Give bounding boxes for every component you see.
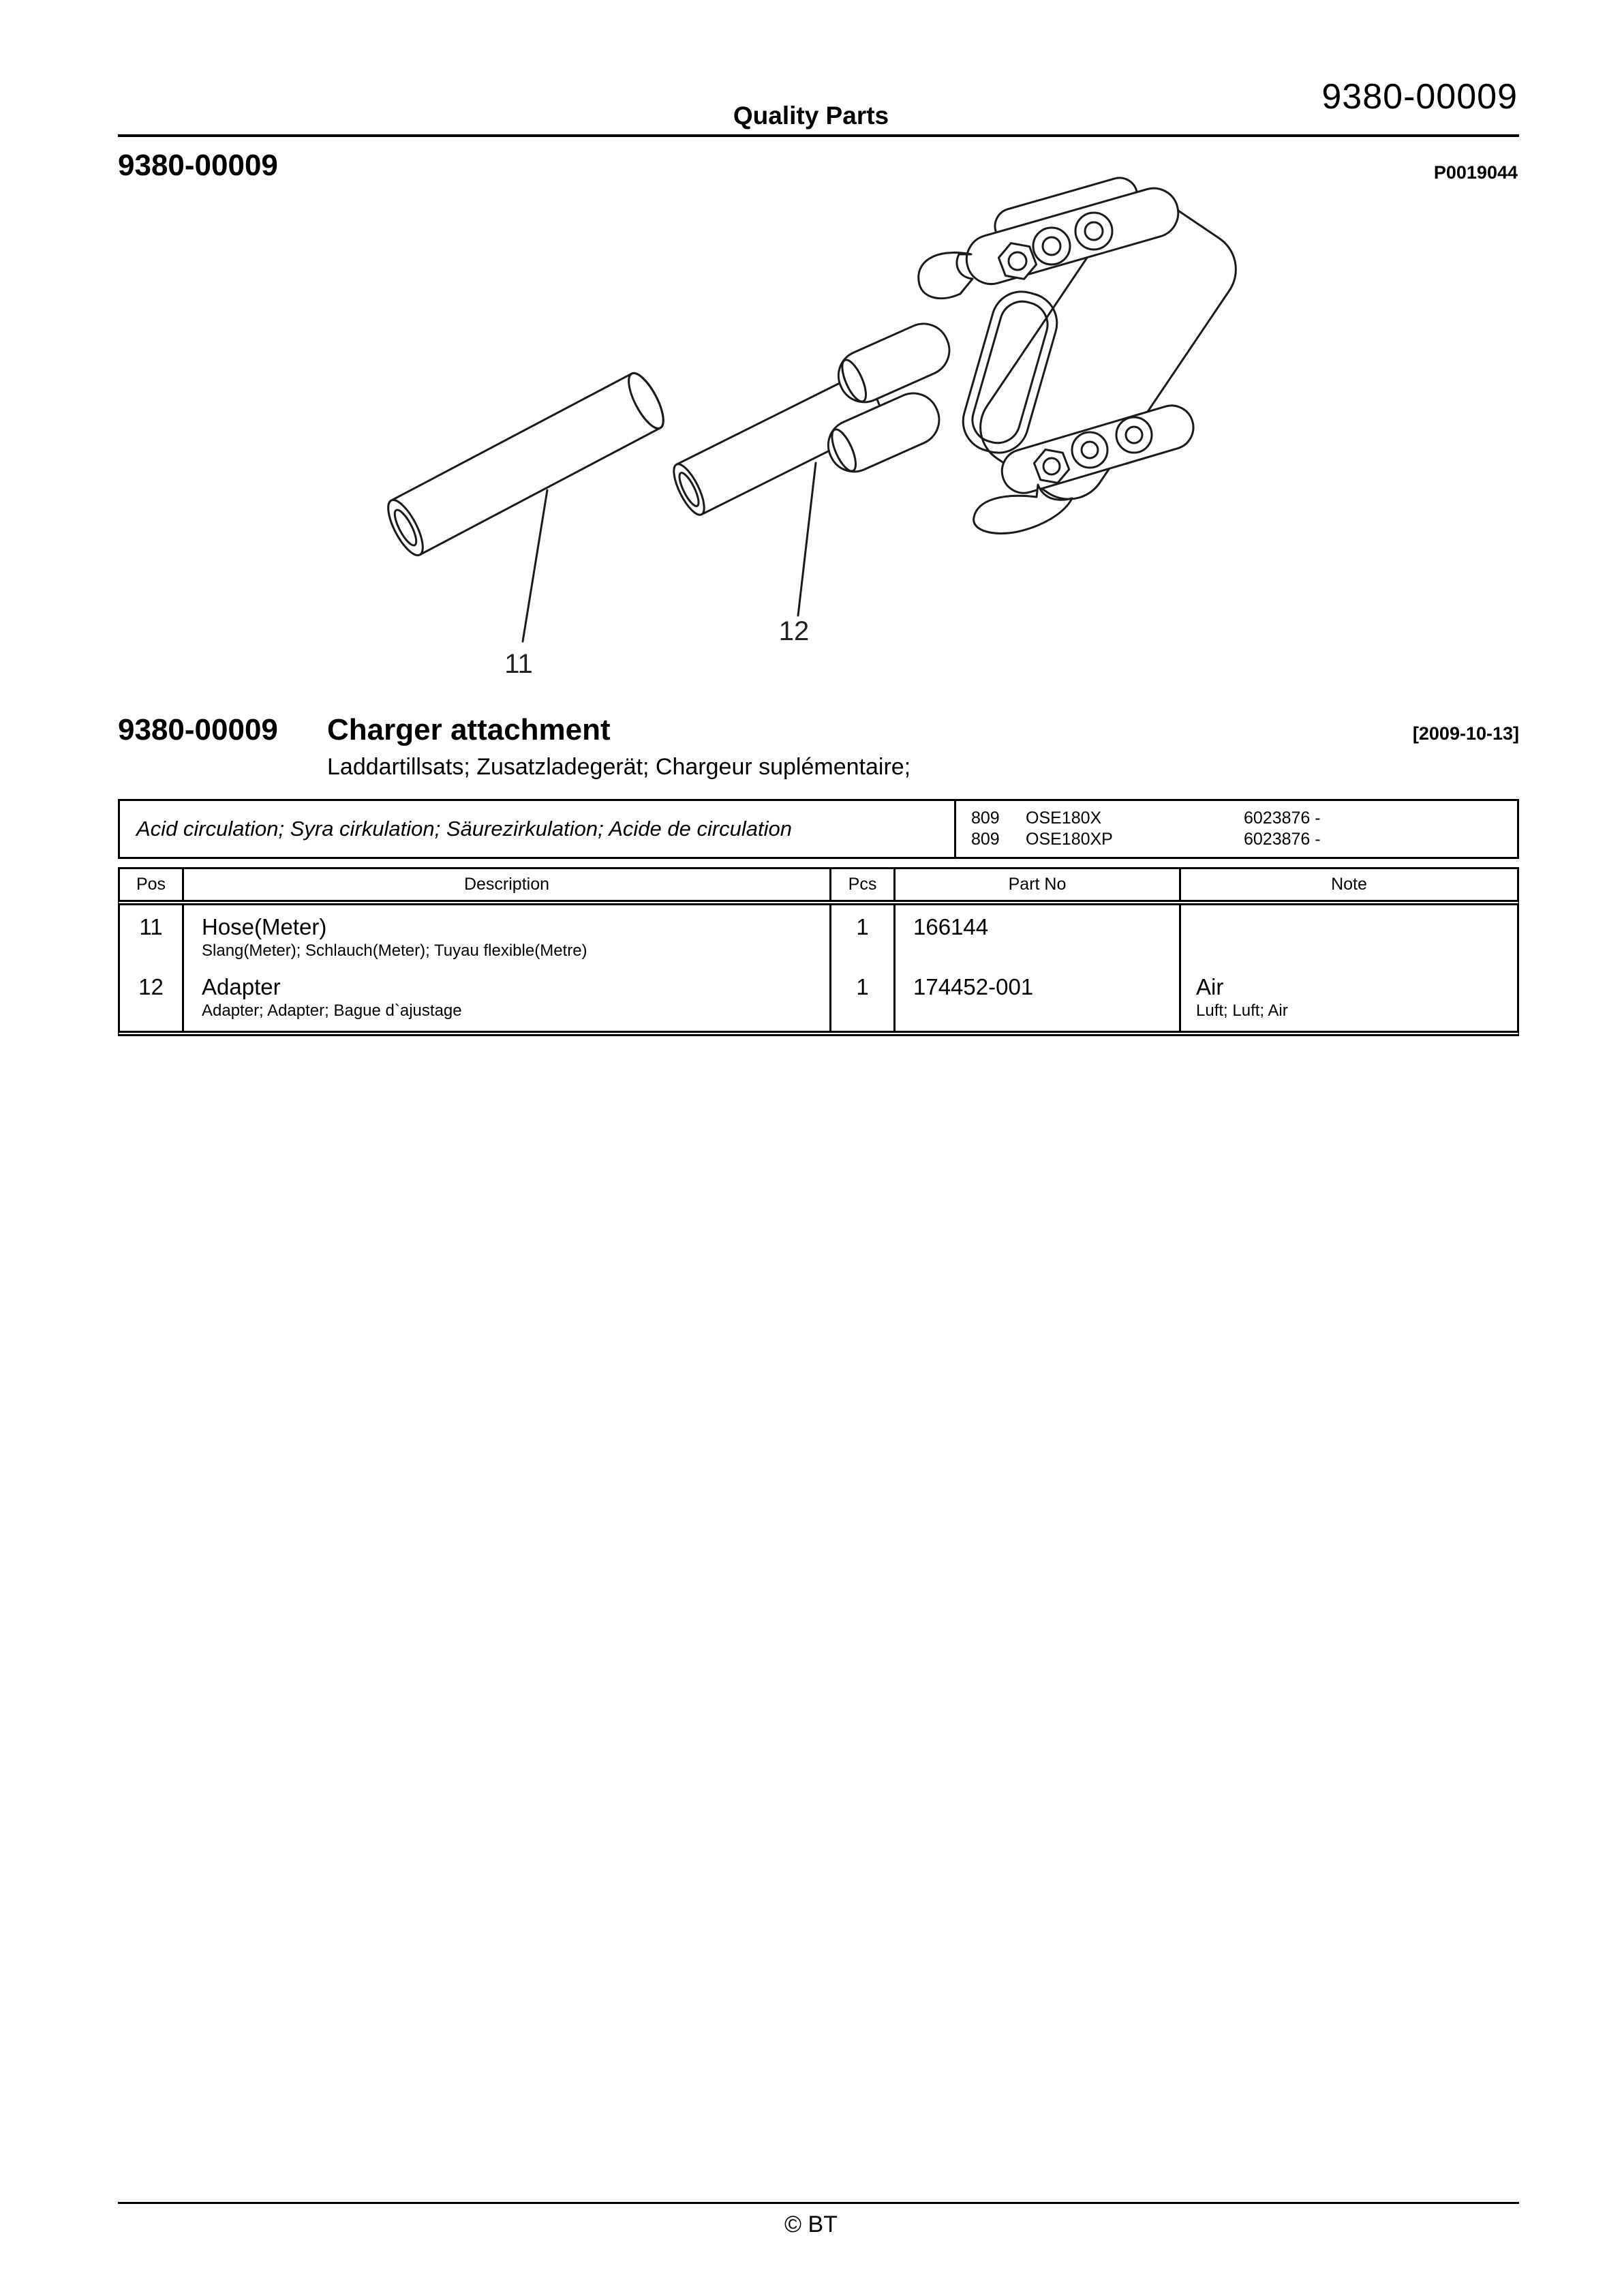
- row-note-cell: [1181, 905, 1517, 965]
- header-rule: [118, 134, 1519, 137]
- row-note-cell: [1181, 965, 1517, 1031]
- bottom-bolt-hole-2: [1116, 417, 1152, 453]
- figure-label-11: 11: [504, 649, 533, 679]
- model-serial: 6023876 -: [1244, 809, 1321, 828]
- model-code: 809: [971, 809, 1000, 828]
- col-header-pos: Pos: [120, 869, 184, 900]
- table-body: [118, 905, 1519, 1036]
- footer-rule: [118, 2202, 1519, 2204]
- section-title: Charger attachment: [327, 713, 611, 746]
- row-part-no: 166144: [896, 905, 1181, 965]
- leader-line-11: [523, 490, 547, 641]
- row-part-no: 174452-001: [896, 965, 1181, 1031]
- header-plate-code: P0019044: [1433, 162, 1518, 183]
- parts-table: [118, 799, 1519, 1036]
- bottom-bolt-hole-1: [1072, 432, 1107, 468]
- model-serial: 6023876 -: [1244, 830, 1321, 849]
- row-pcs: 1: [831, 965, 896, 1031]
- col-header-description: Description: [184, 869, 831, 900]
- table-row: [120, 965, 1517, 1031]
- header-left-code: 9380-00009: [118, 149, 278, 182]
- parts-figure: [369, 192, 1253, 686]
- page-center-title: Quality Parts: [733, 102, 889, 130]
- info-description: Acid circulation; Syra cirkulation; Säurezirkulation; Acide de circulation: [120, 801, 956, 857]
- model-row: [971, 808, 1517, 829]
- section-code: 9380-00009: [118, 713, 278, 746]
- leader-line-12: [798, 463, 816, 616]
- footer-copyright: © BT: [784, 2211, 838, 2237]
- col-header-part-no: Part No: [896, 869, 1181, 900]
- col-header-note: Note: [1331, 875, 1367, 894]
- section-date: [2009-10-13]: [1412, 723, 1519, 744]
- top-left-bracket: [919, 253, 973, 299]
- table-header-row: [118, 867, 1519, 905]
- parts-diagram-svg: [369, 192, 1253, 686]
- row-description-cell: [184, 905, 831, 965]
- col-header-pcs: Pcs: [831, 869, 896, 900]
- row-pos: 11: [120, 905, 184, 965]
- table-row: [120, 905, 1517, 965]
- row-description-translations: Slang(Meter); Schlauch(Meter); Tuyau flexible(Metre): [202, 941, 587, 960]
- row-pos: 12: [120, 965, 184, 1031]
- model-name: OSE180XP: [1026, 830, 1113, 849]
- hose-11-drawing: [382, 369, 670, 560]
- section-heading: [118, 713, 1519, 747]
- top-bolt-hole-2: [1075, 213, 1112, 250]
- model-row: [971, 829, 1517, 850]
- row-description: Hose(Meter): [202, 914, 327, 939]
- top-bolt-hole-1: [1033, 228, 1070, 265]
- row-note: Air: [1196, 974, 1224, 999]
- row-description-cell: [184, 965, 831, 1031]
- header-doc-number: 9380-00009: [1321, 77, 1518, 117]
- row-note-translations: Luft; Luft; Air: [1196, 1001, 1288, 1020]
- model-name: OSE180X: [1026, 809, 1102, 828]
- row-pcs: 1: [831, 905, 896, 965]
- model-list: [956, 801, 1517, 857]
- row-description: Adapter: [202, 974, 281, 999]
- row-note: [1196, 913, 1510, 941]
- model-code: 809: [971, 830, 1000, 849]
- model-info-box: [118, 799, 1519, 859]
- row-description-translations: Adapter; Adapter; Bague d`ajustage: [202, 1001, 462, 1020]
- adapter-barrel-upper: [831, 316, 958, 410]
- figure-label-12: 12: [778, 616, 810, 646]
- section-subtitle: Laddartillsats; Zusatzladegerät; Chargeur suplémentaire;: [327, 754, 911, 780]
